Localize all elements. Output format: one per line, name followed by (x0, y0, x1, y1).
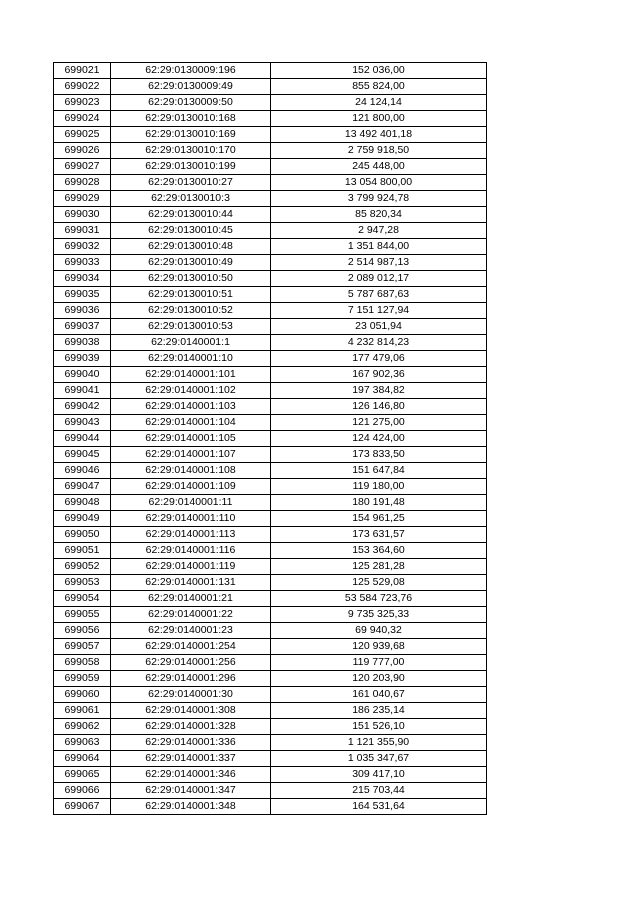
row-number-cell: 699037 (54, 319, 111, 335)
table-row (54, 303, 487, 319)
cadastral-number-cell: 62:29:0140001:1 (111, 335, 271, 351)
table-row (54, 431, 487, 447)
row-number-cell: 699051 (54, 543, 111, 559)
row-number-cell: 699029 (54, 191, 111, 207)
row-number-cell: 699045 (54, 447, 111, 463)
row-number-cell: 699064 (54, 751, 111, 767)
cadastral-value-cell: 215 703,44 (271, 783, 487, 799)
row-number-cell: 699059 (54, 671, 111, 687)
cadastral-value-cell: 3 799 924,78 (271, 191, 487, 207)
cadastral-number-cell: 62:29:0130010:44 (111, 207, 271, 223)
cadastral-number-cell: 62:29:0140001:10 (111, 351, 271, 367)
row-number-cell: 699034 (54, 271, 111, 287)
row-number-cell: 699036 (54, 303, 111, 319)
table-row (54, 655, 487, 671)
cadastral-value-cell: 53 584 723,76 (271, 591, 487, 607)
table-row (54, 575, 487, 591)
table-row (54, 479, 487, 495)
row-number-cell: 699061 (54, 703, 111, 719)
cadastral-value-cell: 1 121 355,90 (271, 735, 487, 751)
table-row (54, 543, 487, 559)
cadastral-number-cell: 62:29:0140001:308 (111, 703, 271, 719)
cadastral-value-cell: 245 448,00 (271, 159, 487, 175)
row-number-cell: 699049 (54, 511, 111, 527)
cadastral-number-cell: 62:29:0140001:116 (111, 543, 271, 559)
table-row (54, 223, 487, 239)
cadastral-value-cell: 124 424,00 (271, 431, 487, 447)
cadastral-value-cell: 24 124,14 (271, 95, 487, 111)
row-number-cell: 699041 (54, 383, 111, 399)
row-number-cell: 699056 (54, 623, 111, 639)
row-number-cell: 699033 (54, 255, 111, 271)
cadastral-value-cell: 153 364,60 (271, 543, 487, 559)
table-row (54, 623, 487, 639)
row-number-cell: 699042 (54, 399, 111, 415)
table-row (54, 63, 487, 79)
table-row (54, 639, 487, 655)
cadastral-value-cell: 121 275,00 (271, 415, 487, 431)
cadastral-value-cell: 120 203,90 (271, 671, 487, 687)
row-number-cell: 699060 (54, 687, 111, 703)
cadastral-value-cell: 177 479,06 (271, 351, 487, 367)
cadastral-value-cell: 167 902,36 (271, 367, 487, 383)
table-row (54, 143, 487, 159)
table-row (54, 495, 487, 511)
row-number-cell: 699023 (54, 95, 111, 111)
cadastral-number-cell: 62:29:0130010:169 (111, 127, 271, 143)
row-number-cell: 699043 (54, 415, 111, 431)
cadastral-value-cell: 855 824,00 (271, 79, 487, 95)
cadastral-number-cell: 62:29:0140001:131 (111, 575, 271, 591)
cadastral-number-cell: 62:29:0140001:336 (111, 735, 271, 751)
row-number-cell: 699035 (54, 287, 111, 303)
cadastral-number-cell: 62:29:0140001:30 (111, 687, 271, 703)
table-row (54, 767, 487, 783)
row-number-cell: 699066 (54, 783, 111, 799)
cadastral-number-cell: 62:29:0140001:22 (111, 607, 271, 623)
cadastral-value-cell: 121 800,00 (271, 111, 487, 127)
cadastral-value-cell: 4 232 814,23 (271, 335, 487, 351)
row-number-cell: 699025 (54, 127, 111, 143)
table-row (54, 511, 487, 527)
row-number-cell: 699047 (54, 479, 111, 495)
cadastral-value-cell: 152 036,00 (271, 63, 487, 79)
cadastral-value-cell: 9 735 325,33 (271, 607, 487, 623)
cadastral-number-cell: 62:29:0140001:346 (111, 767, 271, 783)
cadastral-number-cell: 62:29:0140001:23 (111, 623, 271, 639)
row-number-cell: 699039 (54, 351, 111, 367)
table-row (54, 383, 487, 399)
cadastral-value-cell: 13 492 401,18 (271, 127, 487, 143)
cadastral-number-cell: 62:29:0140001:21 (111, 591, 271, 607)
table-row (54, 591, 487, 607)
table-row (54, 175, 487, 191)
table-row (54, 399, 487, 415)
cadastral-number-cell: 62:29:0140001:103 (111, 399, 271, 415)
cadastral-number-cell: 62:29:0130009:49 (111, 79, 271, 95)
table-row (54, 111, 487, 127)
cadastral-number-cell: 62:29:0140001:102 (111, 383, 271, 399)
cadastral-value-cell: 2 514 987,13 (271, 255, 487, 271)
cadastral-value-cell: 164 531,64 (271, 799, 487, 815)
table-row (54, 447, 487, 463)
cadastral-value-cell: 151 526,10 (271, 719, 487, 735)
cadastral-number-cell: 62:29:0130010:168 (111, 111, 271, 127)
row-number-cell: 699040 (54, 367, 111, 383)
cadastral-value-cell: 23 051,94 (271, 319, 487, 335)
table-row (54, 687, 487, 703)
table-row (54, 607, 487, 623)
cadastral-value-table (53, 62, 487, 815)
row-number-cell: 699057 (54, 639, 111, 655)
cadastral-number-cell: 62:29:0140001:101 (111, 367, 271, 383)
table-row (54, 527, 487, 543)
row-number-cell: 699046 (54, 463, 111, 479)
table-row (54, 207, 487, 223)
row-number-cell: 699032 (54, 239, 111, 255)
table-row (54, 287, 487, 303)
cadastral-value-cell: 2 089 012,17 (271, 271, 487, 287)
table-row (54, 671, 487, 687)
row-number-cell: 699024 (54, 111, 111, 127)
cadastral-number-cell: 62:29:0130009:196 (111, 63, 271, 79)
cadastral-value-cell: 125 281,28 (271, 559, 487, 575)
cadastral-number-cell: 62:29:0130009:50 (111, 95, 271, 111)
table-row (54, 271, 487, 287)
cadastral-value-cell: 2 947,28 (271, 223, 487, 239)
cadastral-value-cell: 125 529,08 (271, 575, 487, 591)
cadastral-number-cell: 62:29:0130010:170 (111, 143, 271, 159)
table-row (54, 95, 487, 111)
table-row (54, 415, 487, 431)
cadastral-value-cell: 119 777,00 (271, 655, 487, 671)
row-number-cell: 699062 (54, 719, 111, 735)
row-number-cell: 699031 (54, 223, 111, 239)
cadastral-value-cell: 119 180,00 (271, 479, 487, 495)
cadastral-value-cell: 120 939,68 (271, 639, 487, 655)
cadastral-value-cell: 173 833,50 (271, 447, 487, 463)
cadastral-value-cell: 5 787 687,63 (271, 287, 487, 303)
table-row (54, 783, 487, 799)
row-number-cell: 699030 (54, 207, 111, 223)
cadastral-number-cell: 62:29:0140001:108 (111, 463, 271, 479)
row-number-cell: 699055 (54, 607, 111, 623)
row-number-cell: 699021 (54, 63, 111, 79)
cadastral-value-cell: 197 384,82 (271, 383, 487, 399)
table-row (54, 159, 487, 175)
cadastral-number-cell: 62:29:0140001:254 (111, 639, 271, 655)
row-number-cell: 699028 (54, 175, 111, 191)
row-number-cell: 699063 (54, 735, 111, 751)
cadastral-number-cell: 62:29:0130010:199 (111, 159, 271, 175)
row-number-cell: 699027 (54, 159, 111, 175)
cadastral-number-cell: 62:29:0140001:104 (111, 415, 271, 431)
cadastral-number-cell: 62:29:0140001:107 (111, 447, 271, 463)
table-row (54, 799, 487, 815)
cadastral-number-cell: 62:29:0130010:27 (111, 175, 271, 191)
table-body (54, 63, 487, 815)
row-number-cell: 699058 (54, 655, 111, 671)
cadastral-value-cell: 126 146,80 (271, 399, 487, 415)
row-number-cell: 699038 (54, 335, 111, 351)
cadastral-number-cell: 62:29:0140001:113 (111, 527, 271, 543)
row-number-cell: 699052 (54, 559, 111, 575)
cadastral-value-cell: 161 040,67 (271, 687, 487, 703)
cadastral-number-cell: 62:29:0140001:105 (111, 431, 271, 447)
cadastral-value-cell: 1 035 347,67 (271, 751, 487, 767)
cadastral-value-cell: 180 191,48 (271, 495, 487, 511)
table-row (54, 191, 487, 207)
table-row (54, 79, 487, 95)
row-number-cell: 699053 (54, 575, 111, 591)
table-row (54, 463, 487, 479)
cadastral-number-cell: 62:29:0140001:296 (111, 671, 271, 687)
table-row (54, 335, 487, 351)
row-number-cell: 699026 (54, 143, 111, 159)
table-row (54, 719, 487, 735)
cadastral-value-cell: 309 417,10 (271, 767, 487, 783)
cadastral-value-cell: 1 351 844,00 (271, 239, 487, 255)
cadastral-number-cell: 62:29:0140001:328 (111, 719, 271, 735)
row-number-cell: 699065 (54, 767, 111, 783)
row-number-cell: 699022 (54, 79, 111, 95)
cadastral-number-cell: 62:29:0130010:50 (111, 271, 271, 287)
cadastral-number-cell: 62:29:0130010:51 (111, 287, 271, 303)
cadastral-value-cell: 2 759 918,50 (271, 143, 487, 159)
cadastral-value-cell: 85 820,34 (271, 207, 487, 223)
table-row (54, 351, 487, 367)
table-row (54, 127, 487, 143)
cadastral-number-cell: 62:29:0140001:348 (111, 799, 271, 815)
row-number-cell: 699048 (54, 495, 111, 511)
table-row (54, 255, 487, 271)
cadastral-value-cell: 13 054 800,00 (271, 175, 487, 191)
table-row (54, 751, 487, 767)
row-number-cell: 699044 (54, 431, 111, 447)
cadastral-number-cell: 62:29:0140001:109 (111, 479, 271, 495)
table-row (54, 703, 487, 719)
cadastral-number-cell: 62:29:0130010:45 (111, 223, 271, 239)
table-row (54, 735, 487, 751)
table-row (54, 367, 487, 383)
cadastral-value-cell: 186 235,14 (271, 703, 487, 719)
table-row (54, 239, 487, 255)
cadastral-number-cell: 62:29:0140001:110 (111, 511, 271, 527)
row-number-cell: 699067 (54, 799, 111, 815)
cadastral-number-cell: 62:29:0140001:347 (111, 783, 271, 799)
cadastral-number-cell: 62:29:0130010:49 (111, 255, 271, 271)
cadastral-value-cell: 7 151 127,94 (271, 303, 487, 319)
cadastral-number-cell: 62:29:0130010:3 (111, 191, 271, 207)
table-row (54, 559, 487, 575)
cadastral-value-cell: 154 961,25 (271, 511, 487, 527)
cadastral-value-cell: 151 647,84 (271, 463, 487, 479)
table-row (54, 319, 487, 335)
row-number-cell: 699050 (54, 527, 111, 543)
cadastral-number-cell: 62:29:0140001:119 (111, 559, 271, 575)
cadastral-number-cell: 62:29:0140001:11 (111, 495, 271, 511)
row-number-cell: 699054 (54, 591, 111, 607)
cadastral-number-cell: 62:29:0140001:256 (111, 655, 271, 671)
cadastral-value-cell: 173 631,57 (271, 527, 487, 543)
cadastral-number-cell: 62:29:0130010:52 (111, 303, 271, 319)
cadastral-number-cell: 62:29:0130010:53 (111, 319, 271, 335)
cadastral-number-cell: 62:29:0140001:337 (111, 751, 271, 767)
cadastral-number-cell: 62:29:0130010:48 (111, 239, 271, 255)
cadastral-value-cell: 69 940,32 (271, 623, 487, 639)
